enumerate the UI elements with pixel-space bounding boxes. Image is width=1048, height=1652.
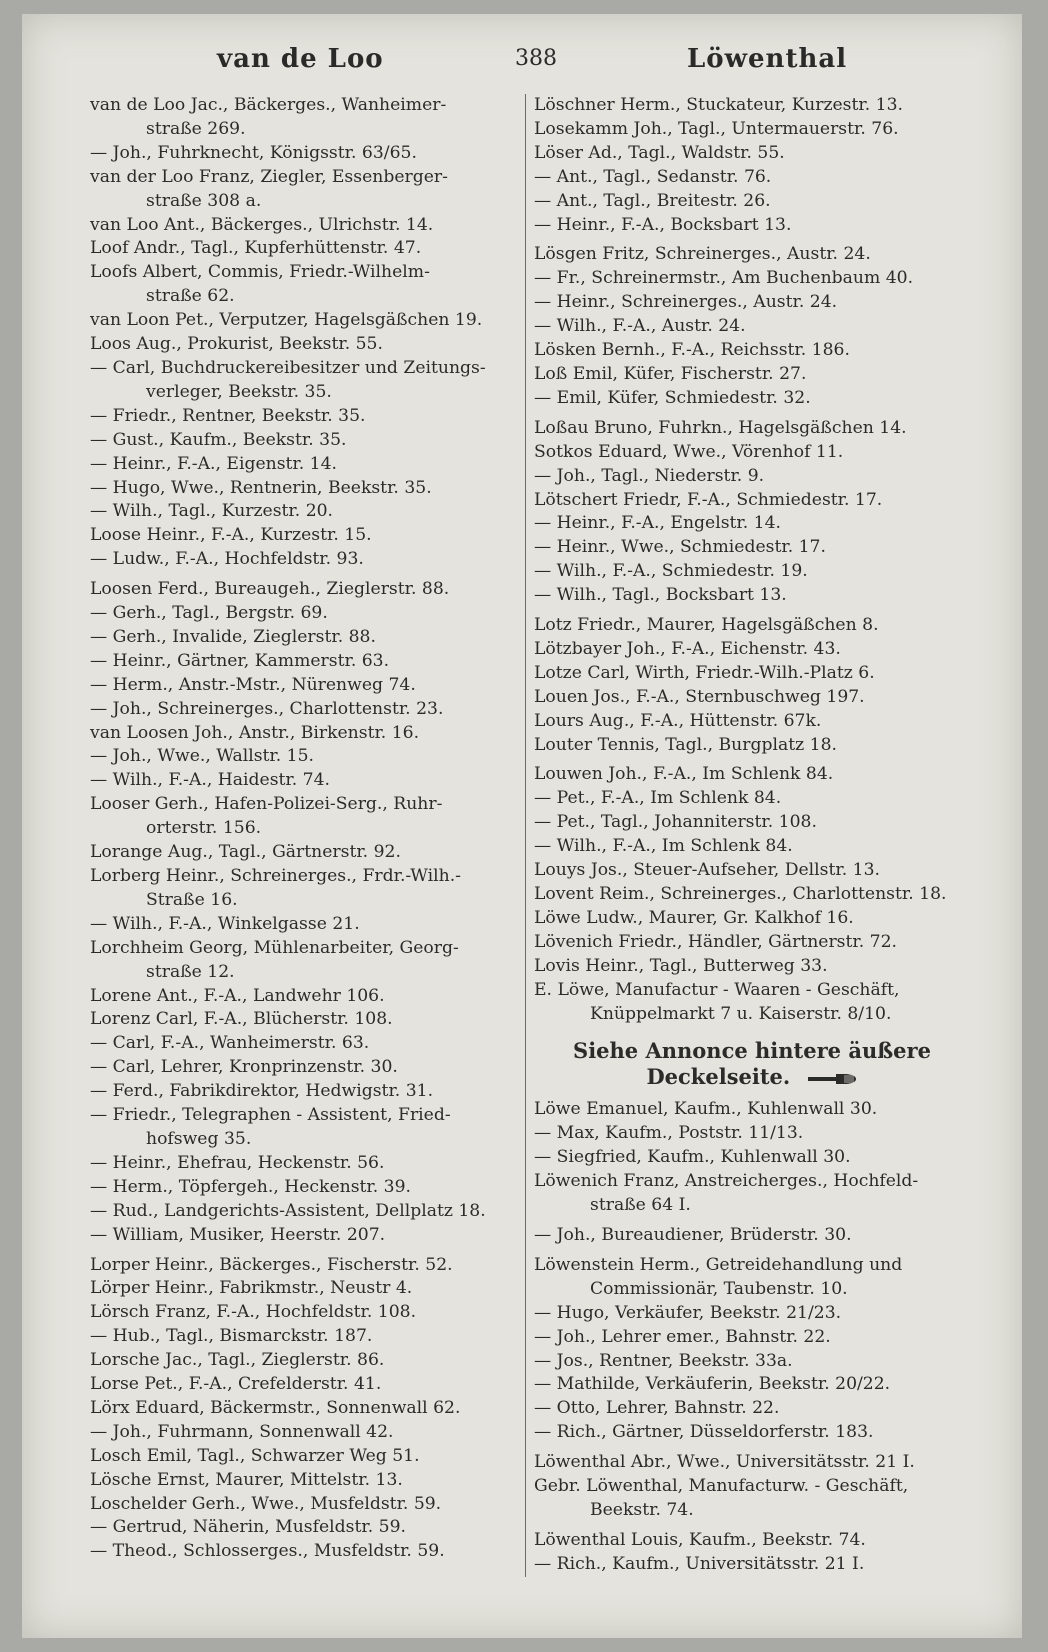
directory-entry [534,1475,970,1523]
entry-continuation: straße 12. [146,961,235,982]
directory-entry [534,907,970,931]
directory-entry [90,793,514,841]
entry-text: — Fr., Schreinermstr., Am Buchenbaum 40. [534,268,914,289]
directory-entry [534,315,970,339]
directory-entry [534,291,970,315]
entry-text: — Joh., Bureaudiener, Brüderstr. 30. [534,1224,852,1245]
directory-entry [534,1553,970,1577]
entry-continuation: straße 62. [146,286,235,307]
directory-entry [90,1056,514,1080]
entry-text: Lorange Aug., Tagl., Gärtnerstr. 92. [90,842,401,863]
directory-entry [90,985,514,1009]
directory-entry [90,722,514,746]
directory-entry [534,1098,970,1122]
entry-text: Lorene Ant., F.-A., Landwehr 106. [90,985,385,1006]
entry-text: — Rud., Landgerichts-Assistent, Dellplatz 18. [90,1200,486,1221]
entry-text: van der Loo Franz, Ziegler, Essenberger- [90,166,448,187]
entry-text: Losch Emil, Tagl., Schwarzer Weg 51. [90,1445,420,1466]
entry-continuation: Beekstr. 74. [590,1499,694,1520]
directory-entry [90,865,514,913]
entry-continuation: orterstr. 156. [146,818,262,839]
entry-text: — Rich., Gärtner, Düsseldorferstr. 183. [534,1422,874,1443]
directory-entry [90,1032,514,1056]
entry-text: Lorchheim Georg, Mühlenarbeiter, Georg- [90,937,459,958]
entry-text: Loos Aug., Prokurist, Beekstr. 55. [90,334,383,355]
entry-text: Lotz Friedr., Maurer, Hagelsgäßchen 8. [534,615,879,636]
entry-text: — Jos., Rentner, Beekstr. 33a. [534,1350,793,1371]
directory-entry [534,614,970,638]
directory-entry [90,333,514,357]
entry-text: Löwe Emanuel, Kaufm., Kuhlenwall 30. [534,1099,878,1120]
entry-text: — Wilh., Tagl., Bocksbart 13. [534,585,787,606]
directory-entry [534,811,970,835]
directory-entry [90,1421,514,1445]
entry-text: — Ant., Tagl., Sedanstr. 76. [534,166,772,187]
directory-entry [90,1254,514,1278]
right-column [525,94,970,1577]
entry-text: Lorse Pet., F.-A., Crefelderstr. 41. [90,1374,382,1395]
entry-continuation: verleger, Beekstr. 35. [146,381,332,402]
directory-entry [534,1302,970,1326]
directory-entry [90,1445,514,1469]
entry-text: — Herm., Anstr.-Mstr., Nürenweg 74. [90,674,416,695]
entry-text: Loose Heinr., F.-A., Kurzestr. 15. [90,525,372,546]
directory-entry [90,1373,514,1397]
entry-text: Lösgen Fritz, Schreinerges., Austr. 24. [534,244,871,265]
directory-entry [90,357,514,405]
entry-text: — Heinr., F.-A., Eigenstr. 14. [90,453,338,474]
directory-entry [90,405,514,429]
directory-entry [534,267,970,291]
entry-text: — Rich., Kaufm., Universitätsstr. 21 I. [534,1553,865,1574]
directory-entry [534,166,970,190]
entry-text: Loof Andr., Tagl., Kupferhüttenstr. 47. [90,238,422,259]
directory-entry [90,626,514,650]
entry-text: — Pet., Tagl., Johanniterstr. 108. [534,812,817,833]
entry-text: — Gertrud, Näherin, Musfeldstr. 59. [90,1517,406,1538]
directory-entry [534,118,970,142]
directory-entry [534,387,970,411]
entry-text: Loosen Ferd., Bureaugeh., Zieglerstr. 88. [90,579,450,600]
directory-entry [90,1200,514,1224]
directory-entry [90,602,514,626]
directory-entry [534,835,970,859]
directory-entry [90,913,514,937]
entry-text: Löser Ad., Tagl., Waldstr. 55. [534,142,785,163]
directory-entry [534,638,970,662]
entry-text: — Hugo, Verkäufer, Beekstr. 21/23. [534,1302,842,1323]
directory-entry [90,1277,514,1301]
directory-entry [90,237,514,261]
entry-text: — Gerh., Invalide, Zieglerstr. 88. [90,626,376,647]
entry-text: Lörx Eduard, Bäckermstr., Sonnenwall 62. [90,1397,461,1418]
directory-page [22,14,1022,1638]
entry-text: — Otto, Lehrer, Bahnstr. 22. [534,1398,780,1419]
directory-entry [90,477,514,501]
directory-entry [534,1451,970,1475]
header-left-keyword: van de Loo [217,44,384,74]
directory-entry [534,763,970,787]
directory-entry [90,500,514,524]
directory-entry [90,453,514,477]
directory-entry [90,578,514,602]
directory-entry [534,94,970,118]
entry-text: Löwenich Franz, Anstreicherges., Hochfeld- [534,1171,919,1192]
directory-entry [90,769,514,793]
directory-entry [534,363,970,387]
entry-text: — Gust., Kaufm., Beekstr. 35. [90,429,347,450]
entry-text: — Friedr., Rentner, Beekstr. 35. [90,405,366,426]
directory-entry [534,710,970,734]
directory-entry [534,734,970,758]
directory-entry [534,465,970,489]
directory-entry [534,1350,970,1374]
entry-continuation: straße 64 I. [590,1195,691,1216]
entry-text: — Max, Kaufm., Poststr. 11/13. [534,1123,804,1144]
directory-entry [90,1224,514,1248]
entry-text: — Emil, Küfer, Schmiedestr. 32. [534,387,811,408]
entry-text: — Wilh., F.-A., Haidestr. 74. [90,770,331,791]
advertisement-notice [534,1038,970,1090]
entry-text: Löwenstein Herm., Getreidehandlung und [534,1254,903,1275]
entry-text: Löwenthal Louis, Kaufm., Beekstr. 74. [534,1529,866,1550]
entry-text: — Hugo, Wwe., Rentnerin, Beekstr. 35. [90,477,432,498]
directory-entry [534,931,970,955]
entry-text: Lörper Heinr., Fabrikmstr., Neustr 4. [90,1278,413,1299]
directory-entry [534,1397,970,1421]
directory-entry [534,512,970,536]
entry-text: — Ferd., Fabrikdirektor, Hedwigstr. 31. [90,1081,434,1102]
page-header [22,44,1022,84]
entry-text: Lösche Ernst, Maurer, Mittelstr. 13. [90,1469,403,1490]
entry-text: Loofs Albert, Commis, Friedr.-Wilhelm- [90,262,430,283]
directory-entry [90,674,514,698]
entry-text: — Carl, F.-A., Wanheimerstr. 63. [90,1033,370,1054]
entry-text: — Gerh., Tagl., Bergstr. 69. [90,603,328,624]
entry-text: — Heinr., F.-A., Bocksbart 13. [534,214,792,235]
entry-text: van de Loo Jac., Bäckerges., Wanheimer- [90,95,447,115]
directory-entry [534,1421,970,1445]
entry-text: — Wilh., F.-A., Winkelgasse 21. [90,913,360,934]
directory-entry [90,94,514,142]
directory-entry [90,1397,514,1421]
header-right-keyword: Löwenthal [687,44,848,74]
entry-text: — Joh., Schreinerges., Charlottenstr. 23. [90,698,444,719]
directory-entry [534,1326,970,1350]
entry-text: van Loosen Joh., Anstr., Birkenstr. 16. [90,722,420,743]
directory-entry [534,787,970,811]
entry-text: Lorenz Carl, F.-A., Blücherstr. 108. [90,1009,393,1030]
page-number: 388 [515,46,557,71]
entry-text: — Ant., Tagl., Breitestr. 26. [534,190,771,211]
entry-continuation: hofsweg 35. [146,1128,252,1149]
directory-entry [534,214,970,238]
entry-text: van Loo Ant., Bäckerges., Ulrichstr. 14. [90,214,434,235]
directory-entry [90,1152,514,1176]
entry-text: — Wilh., F.-A., Austr. 24. [534,316,746,337]
entry-continuation: straße 308 a. [146,190,262,211]
directory-entry [90,429,514,453]
directory-entry [90,841,514,865]
directory-entry [90,1008,514,1032]
directory-entry [90,142,514,166]
directory-entry [90,309,514,333]
entry-text: Löwenthal Abr., Wwe., Universitätsstr. 21 I. [534,1452,915,1473]
entry-text: Looser Gerh., Hafen-Polizei-Serg., Ruhr- [90,794,443,815]
entry-text: — Herm., Töpfergeh., Heckenstr. 39. [90,1176,412,1197]
entry-text: — Joh., Fuhrknecht, Königsstr. 63/65. [90,142,417,163]
directory-entry [534,1224,970,1248]
directory-entry [90,1080,514,1104]
entry-text: Loßau Bruno, Fuhrkn., Hagelsgäßchen 14. [534,417,907,438]
directory-entry [90,937,514,985]
directory-entry [534,859,970,883]
entry-text: Lorper Heinr., Bäckerges., Fischerstr. 52. [90,1254,453,1275]
directory-entry [534,243,970,267]
directory-entry [534,560,970,584]
directory-entry [90,548,514,572]
directory-entry [90,1493,514,1517]
directory-entry [90,745,514,769]
entry-text: — Heinr., Ehefrau, Heckenstr. 56. [90,1152,385,1173]
entry-text: Lörsch Franz, F.-A., Hochfeldstr. 108. [90,1302,417,1323]
directory-entry [90,1104,514,1152]
entry-continuation: Knüppelmarkt 7 u. Kaiserstr. 8/10. [590,1003,892,1024]
directory-entry [534,1373,970,1397]
entry-continuation: straße 269. [146,118,246,139]
entry-text: Louwen Joh., F.-A., Im Schlenk 84. [534,764,834,785]
entry-text: Louen Jos., F.-A., Sternbuschweg 197. [534,686,865,707]
directory-entry [90,650,514,674]
left-column [90,94,514,1564]
entry-text: van Loon Pet., Verputzer, Hagelsgäßchen 19. [90,310,483,331]
pointing-hand-icon [806,1071,858,1087]
entry-text: Lorsche Jac., Tagl., Zieglerstr. 86. [90,1350,385,1371]
entry-text: — Carl, Buchdruckereibesitzer und Zeitungs- [90,357,486,378]
directory-entry [90,261,514,309]
entry-text: — Ludw., F.-A., Hochfeldstr. 93. [90,549,364,570]
directory-entry [90,1540,514,1564]
directory-entry [534,662,970,686]
entry-text: — Joh., Lehrer emer., Bahnstr. 22. [534,1326,831,1347]
entry-text: Lösken Bernh., F.-A., Reichsstr. 186. [534,340,850,361]
entry-text: Löschner Herm., Stuckateur, Kurzestr. 13. [534,95,903,115]
entry-text: — Wilh., F.-A., Schmiedestr. 19. [534,561,808,582]
directory-entry [534,1529,970,1553]
directory-entry [534,417,970,441]
entry-text: Gebr. Löwenthal, Manufacturw. - Geschäft, [534,1476,909,1497]
entry-text: Lotze Carl, Wirth, Friedr.-Wilh.-Platz 6. [534,662,875,683]
directory-entry [90,1469,514,1493]
entry-text: Lötschert Friedr, F.-A., Schmiedestr. 17. [534,489,883,510]
entry-text: — Heinr., Schreinerges., Austr. 24. [534,292,838,313]
notice-line-2: Deckelseite. [646,1064,791,1090]
entry-text: — Joh., Fuhrmann, Sonnenwall 42. [90,1421,394,1442]
directory-entry [534,142,970,166]
entry-text: — Siegfried, Kaufm., Kuhlenwall 30. [534,1147,851,1168]
directory-entry [534,339,970,363]
entry-text: Louter Tennis, Tagl., Burgplatz 18. [534,734,837,755]
entry-text: Lorberg Heinr., Schreinerges., Frdr.-Wilh.- [90,866,461,886]
entry-text: — Joh., Tagl., Niederstr. 9. [534,465,765,486]
directory-entry [90,214,514,238]
directory-entry [90,1176,514,1200]
entry-text: — Pet., F.-A., Im Schlenk 84. [534,788,782,809]
entry-continuation: Straße 16. [146,889,238,910]
directory-entry [90,1349,514,1373]
entry-text: — Heinr., Gärtner, Kammerstr. 63. [90,650,390,671]
entry-text: Sotkos Eduard, Wwe., Vörenhof 11. [534,441,844,462]
directory-entry [534,584,970,608]
entry-text: — Heinr., F.-A., Engelstr. 14. [534,513,782,534]
directory-entry [534,1146,970,1170]
entry-text: — Wilh., F.-A., Im Schlenk 84. [534,836,793,857]
entry-text: — William, Musiker, Heerstr. 207. [90,1224,386,1245]
directory-entry [534,686,970,710]
entry-text: Lötzbayer Joh., F.-A., Eichenstr. 43. [534,638,841,659]
directory-entry [90,166,514,214]
entry-text: Losekamm Joh., Tagl., Untermauerstr. 76. [534,118,899,139]
directory-entry [534,489,970,513]
directory-entry [534,190,970,214]
entry-text: E. Löwe, Manufactur - Waaren - Geschäft, [534,979,900,1000]
entry-text: Löwe Ludw., Maurer, Gr. Kalkhof 16. [534,907,854,928]
entry-text: — Friedr., Telegraphen - Assistent, Fried- [90,1105,451,1126]
directory-entry [534,883,970,907]
directory-entry [534,955,970,979]
directory-entry [90,1325,514,1349]
entry-text: — Mathilde, Verkäuferin, Beekstr. 20/22. [534,1374,891,1395]
directory-entry [90,1516,514,1540]
directory-entry [534,536,970,560]
entry-text: — Wilh., Tagl., Kurzestr. 20. [90,501,334,522]
entry-text: Loschelder Gerh., Wwe., Musfeldstr. 59. [90,1493,442,1514]
directory-entry [90,698,514,722]
directory-entry [534,979,970,1027]
entry-text: — Theod., Schlosserges., Musfeldstr. 59. [90,1541,445,1562]
directory-entry [90,524,514,548]
entry-text: — Heinr., Wwe., Schmiedestr. 17. [534,537,826,558]
entry-text: — Carl, Lehrer, Kronprinzenstr. 30. [90,1057,398,1078]
entry-text: Lövenich Friedr., Händler, Gärtnerstr. 72. [534,931,897,952]
entry-text: Louys Jos., Steuer-Aufseher, Dellstr. 13. [534,860,880,881]
directory-entry [534,1170,970,1218]
entry-text: Loß Emil, Küfer, Fischerstr. 27. [534,363,807,384]
entry-continuation: Commissionär, Taubenstr. 10. [590,1278,848,1299]
entry-text: Lovis Heinr., Tagl., Butterweg 33. [534,955,828,976]
entry-text: — Hub., Tagl., Bismarckstr. 187. [90,1326,373,1347]
entry-text: Lovent Reim., Schreinerges., Charlottenstr. 18. [534,884,947,904]
entry-text: — Joh., Wwe., Wallstr. 15. [90,746,315,767]
notice-line-1: Siehe Annonce hintere äußere [573,1038,931,1064]
directory-entry [534,441,970,465]
directory-entry [534,1122,970,1146]
entry-text: Lours Aug., F.-A., Hüttenstr. 67k. [534,710,822,731]
directory-entry [534,1254,970,1302]
directory-entry [90,1301,514,1325]
